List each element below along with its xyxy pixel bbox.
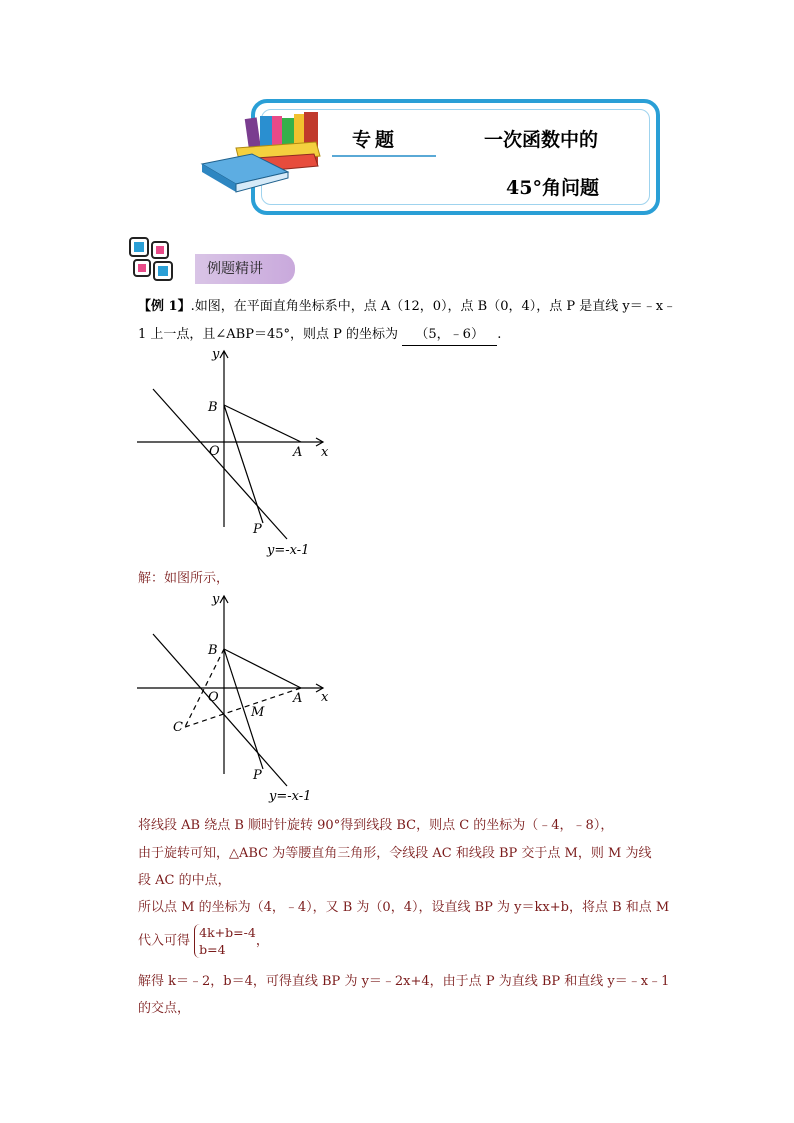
fig1-label-b: B <box>208 400 218 415</box>
section-label: 例题精讲 <box>207 261 263 277</box>
example-text1: .如图，在平面直角坐标系中，点 A（12，0），点 B（0，4），点 P 是直线 y＝﹣x﹣ <box>190 299 677 314</box>
fig2-label-m: M <box>251 705 265 720</box>
example-tag: 【例 1】 <box>138 299 191 314</box>
fig1-label-p: P <box>253 522 262 537</box>
figure-1 <box>135 345 335 560</box>
answer-blank: （5，﹣6） <box>402 325 497 346</box>
fig2-label-y: y <box>212 592 220 607</box>
books-illustration <box>196 108 328 194</box>
example-line2 <box>138 325 501 346</box>
solution-p3b-prefix: 代入可得 <box>138 933 191 949</box>
solution-intro: 解：如图所示， <box>138 571 230 586</box>
fig2-label-o: O <box>208 690 219 705</box>
section-tag <box>195 254 295 284</box>
fig2-label-line: y=-x-1 <box>269 789 312 804</box>
fig1-label-y: y <box>212 347 220 362</box>
fig1-segment-ba <box>224 405 301 442</box>
fig1-label-a: A <box>293 445 303 460</box>
fig2-label-b: B <box>208 643 218 658</box>
solution-p2b: 段 AC 的中点， <box>138 873 231 888</box>
example-text2: 1 上一点，且∠ABP＝45°，则点 P 的坐标为 <box>138 327 399 342</box>
solution-p2a: 由于旋转可知，△ABC 为等腰直角三角形，令线段 AC 和线段 BP 交于点 M，则 M 为线 <box>138 846 652 861</box>
fig1-label-x: x <box>321 445 329 460</box>
solution-p4b: 的交点， <box>138 1001 191 1016</box>
fig2-label-a: A <box>293 691 303 706</box>
fig2-label-x: x <box>321 690 329 705</box>
solution-p3b-suffix: ， <box>255 933 269 949</box>
section-icon <box>128 236 178 282</box>
fig1-label-o: O <box>209 444 220 459</box>
fig2-label-c: C <box>173 720 183 735</box>
equation-1: 4k+b=-4 <box>199 925 256 940</box>
fig1-label-line: y=-x-1 <box>267 543 310 558</box>
fig1-segment-bp <box>224 405 263 523</box>
solution-p1: 将线段 AB 绕点 B 顺时针旋转 90°得到线段 BC，则点 C 的坐标为（﹣4，﹣8）， <box>138 818 614 833</box>
header-title-line1: 一次函数中的 <box>484 129 599 151</box>
fig2-label-p: P <box>253 768 262 783</box>
figure-2 <box>135 590 335 805</box>
header-topic: 专题 <box>352 129 399 151</box>
solution-p3b <box>138 924 269 958</box>
fig2-line <box>153 634 287 786</box>
example-end: . <box>497 327 502 342</box>
equation-system <box>194 924 256 958</box>
fig2-segment-ba <box>224 649 301 688</box>
fig1-line <box>153 389 287 539</box>
solution-p4a: 解得 k＝﹣2，b＝4，可得直线 BP 为 y＝﹣2x+4，由于点 P 为直线 BP 和直线 y＝﹣x﹣1 <box>138 974 670 989</box>
header-underline <box>332 155 436 157</box>
solution-p3a: 所以点 M 的坐标为（4，﹣4），又 B 为（0，4），设直线 BP 为 y＝kx+b，将点 B 和点 M <box>138 900 670 915</box>
equation-2: b=4 <box>199 942 226 957</box>
header-title-line2: 45°角问题 <box>506 177 599 199</box>
example-line1 <box>138 297 678 317</box>
